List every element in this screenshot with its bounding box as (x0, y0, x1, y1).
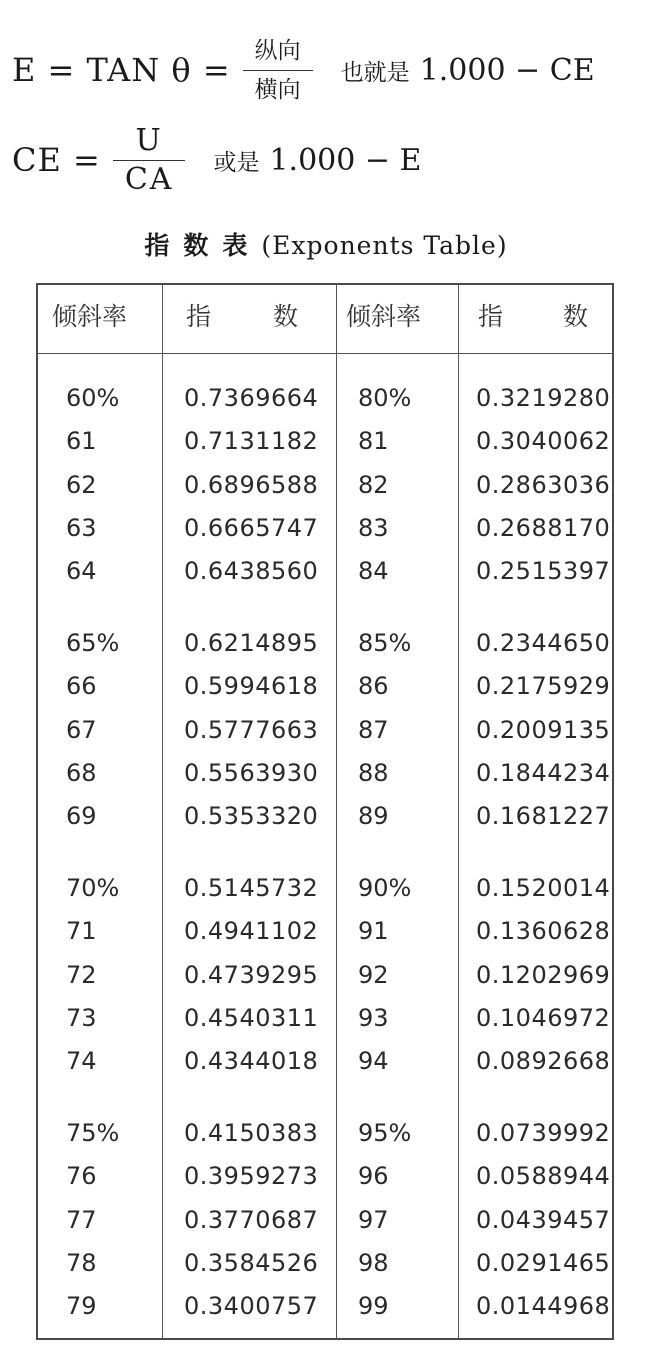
slope-cell: 94 (358, 1047, 389, 1076)
header-index-left (186, 285, 298, 353)
slope-cell: 69 (66, 802, 97, 831)
table-body (38, 377, 612, 1357)
row-group (38, 622, 612, 838)
formula-ce-denominator: CA (124, 161, 174, 197)
table-row (38, 420, 612, 463)
formula-tan-numerator: 纵向 (254, 37, 301, 64)
row-group (38, 377, 612, 593)
index-cell: 0.4540311 (184, 1003, 319, 1032)
index-cell: 0.3584526 (184, 1248, 319, 1277)
index-cell: 0.0144968 (476, 1292, 611, 1321)
row-group (38, 867, 612, 1083)
slope-cell: 79 (66, 1292, 97, 1321)
table-row (38, 507, 612, 550)
formula-tan-note: 也就是 (340, 59, 410, 86)
table-row (38, 709, 612, 752)
fraction-bar (243, 70, 313, 71)
index-cell: 0.2175929 (476, 672, 611, 701)
slope-cell: 92 (358, 960, 389, 989)
formula-ce-numerator: U (135, 122, 163, 158)
table-row (38, 997, 612, 1040)
table-row (38, 1040, 612, 1083)
index-cell: 0.5353320 (184, 802, 319, 831)
slope-cell: 87 (358, 715, 389, 744)
index-cell: 0.4739295 (184, 960, 319, 989)
index-cell: 0.2344650 (476, 628, 611, 657)
index-cell: 0.4941102 (184, 917, 319, 946)
slope-cell: 85% (358, 628, 412, 657)
index-cell: 0.0739992 (476, 1118, 611, 1147)
index-cell: 0.3219280 (476, 384, 611, 412)
index-cell: 0.1202969 (476, 960, 611, 989)
header-index-right (478, 285, 588, 353)
slope-cell: 97 (358, 1205, 389, 1234)
table-row (38, 1285, 612, 1328)
table-row (38, 377, 612, 420)
slope-cell: 95% (358, 1118, 412, 1147)
table-row (38, 1155, 612, 1198)
row-group (38, 1112, 612, 1328)
table-title (0, 226, 652, 262)
slope-cell: 89 (358, 802, 389, 831)
slope-cell: 90% (358, 873, 412, 902)
slope-cell: 82 (358, 470, 389, 499)
table-row (38, 665, 612, 708)
slope-cell: 77 (66, 1205, 97, 1234)
table-row (38, 795, 612, 838)
index-cell: 0.1360628 (476, 917, 611, 946)
slope-cell: 91 (358, 917, 389, 946)
index-cell: 0.3959273 (184, 1162, 319, 1191)
slope-cell: 72 (66, 960, 97, 989)
index-cell: 0.0291465 (476, 1248, 611, 1277)
index-cell: 0.5994618 (184, 672, 319, 701)
index-cell: 0.1681227 (476, 802, 611, 831)
index-cell: 0.6896588 (184, 470, 319, 499)
formula-ce-note: 或是 (213, 149, 260, 176)
header-index-left-a: 指 (186, 302, 212, 331)
formula-tan-lhs: E = TAN θ = (12, 51, 231, 89)
table-row (38, 464, 612, 507)
fraction-bar (113, 160, 186, 161)
header-slope-left: 倾斜率 (52, 302, 128, 331)
slope-cell: 67 (66, 715, 97, 744)
header-slope-right: 倾斜率 (346, 302, 422, 331)
table-row (38, 910, 612, 953)
header-index-right-b: 数 (562, 302, 588, 331)
table-row (38, 1199, 612, 1242)
table-row (38, 550, 612, 593)
slope-cell: 76 (66, 1162, 97, 1191)
slope-cell: 62 (66, 470, 97, 499)
index-cell: 0.3770687 (184, 1205, 319, 1234)
index-cell: 0.3040062 (476, 427, 611, 456)
index-cell: 0.1520014 (476, 873, 611, 902)
slope-cell: 60% (66, 384, 120, 412)
header-divider (38, 353, 612, 354)
table-row (38, 867, 612, 910)
index-cell: 0.2863036 (476, 470, 611, 499)
table-row (38, 752, 612, 795)
table-row (38, 1242, 612, 1285)
slope-cell: 83 (358, 513, 389, 542)
table-title-en: (Exponents Table) (261, 231, 508, 260)
index-cell: 0.0439457 (476, 1205, 611, 1234)
index-cell: 0.5145732 (184, 873, 319, 902)
index-cell: 0.2009135 (476, 715, 611, 744)
slope-cell: 71 (66, 917, 97, 946)
slope-cell: 86 (358, 672, 389, 701)
formula-tan-fraction (243, 34, 313, 107)
slope-cell: 64 (66, 557, 97, 586)
formula-ce-lhs: CE = (12, 141, 101, 179)
table-row (38, 622, 612, 665)
slope-cell: 99 (358, 1292, 389, 1321)
index-cell: 0.4344018 (184, 1047, 319, 1076)
slope-cell: 96 (358, 1162, 389, 1191)
slope-cell: 74 (66, 1047, 97, 1076)
formula-tan-rhs: 1.000 − CE (419, 52, 595, 88)
index-cell: 0.0588944 (476, 1162, 611, 1191)
slope-cell: 61 (66, 427, 97, 456)
slope-cell: 70% (66, 873, 120, 902)
index-cell: 0.7369664 (184, 384, 319, 412)
formula-ce (12, 124, 421, 196)
slope-cell: 66 (66, 672, 97, 701)
slope-cell: 63 (66, 513, 97, 542)
slope-cell: 68 (66, 758, 97, 787)
slope-cell: 80% (358, 384, 412, 412)
index-cell: 0.6214895 (184, 628, 319, 657)
index-cell: 0.4150383 (184, 1118, 319, 1147)
index-cell: 0.3400757 (184, 1292, 319, 1321)
index-cell: 0.1844234 (476, 758, 611, 787)
index-cell: 0.6438560 (184, 557, 319, 586)
index-cell: 0.5777663 (184, 715, 319, 744)
exponents-table (36, 283, 614, 1340)
index-cell: 0.7131182 (184, 427, 319, 456)
slope-cell: 88 (358, 758, 389, 787)
slope-cell: 98 (358, 1248, 389, 1277)
slope-cell: 78 (66, 1248, 97, 1277)
slope-cell: 81 (358, 427, 389, 456)
slope-cell: 65% (66, 628, 120, 657)
index-cell: 0.1046972 (476, 1003, 611, 1032)
slope-cell: 93 (358, 1003, 389, 1032)
index-cell: 0.2515397 (476, 557, 611, 586)
header-index-right-a: 指 (478, 302, 504, 331)
formula-tan (12, 30, 595, 110)
slope-cell: 84 (358, 557, 389, 586)
formula-tan-denominator: 横向 (254, 76, 301, 103)
table-row (38, 1112, 612, 1155)
formula-ce-rhs: 1.000 − E (269, 142, 422, 178)
index-cell: 0.5563930 (184, 758, 319, 787)
index-cell: 0.2688170 (476, 513, 611, 542)
table-title-cn: 指数表 (144, 231, 262, 260)
slope-cell: 75% (66, 1118, 120, 1147)
formula-ce-fraction (113, 124, 186, 197)
header-index-left-b: 数 (272, 302, 298, 331)
slope-cell: 73 (66, 1003, 97, 1032)
table-row (38, 954, 612, 997)
index-cell: 0.0892668 (476, 1047, 611, 1076)
index-cell: 0.6665747 (184, 513, 319, 542)
